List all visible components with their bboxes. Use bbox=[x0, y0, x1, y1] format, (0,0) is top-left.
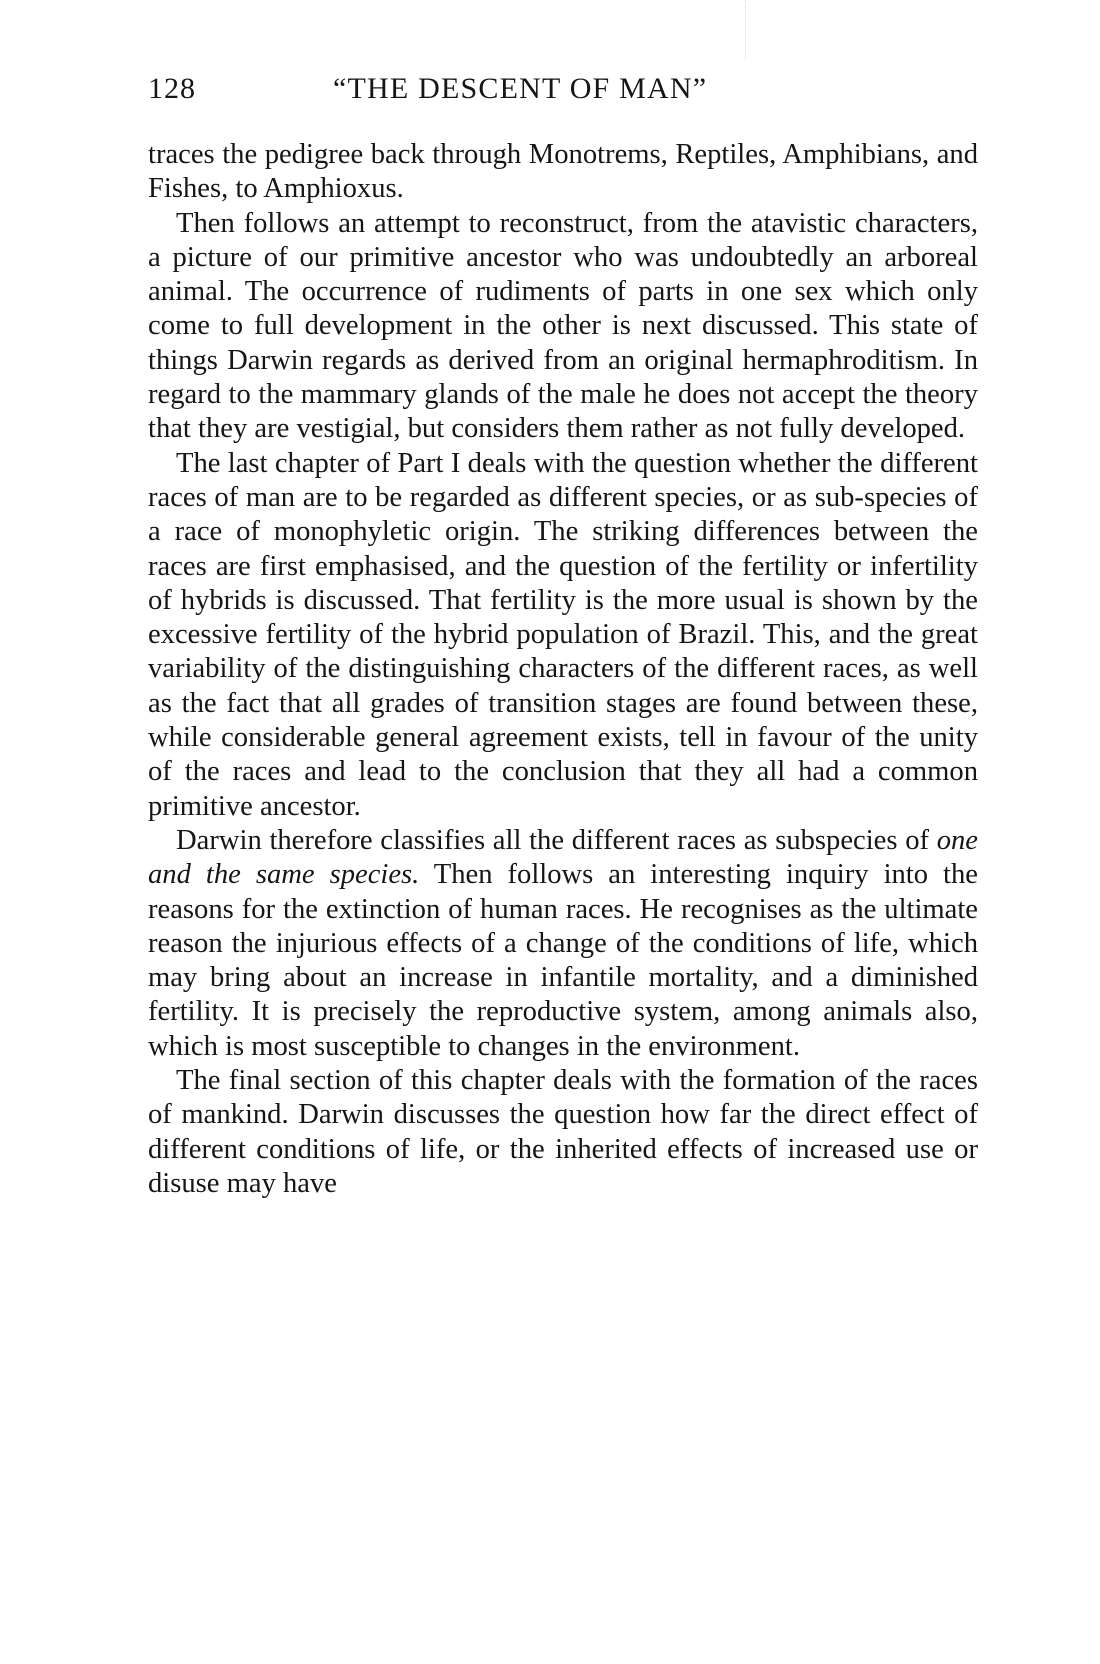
page-header bbox=[148, 72, 978, 116]
page-number: 128 bbox=[148, 72, 196, 105]
paragraph-4-text-start: Darwin therefore classifies all the different races as subspecies of bbox=[176, 824, 937, 856]
paragraph-1: traces the pedigree back through Monotrems, Reptiles, Amphibians, and Fishes, to Amphioxus. bbox=[148, 139, 978, 205]
running-title: “THE DESCENT OF MAN” bbox=[333, 72, 708, 105]
paragraph-5: The final section of this chapter deals with the formation of the races of mankind. Darwin discusses the question how far the direct effect of different conditions of life, or the inherited effects of increased use or disuse may have bbox=[148, 1065, 978, 1199]
paragraph-4-italic: one and the same species. bbox=[148, 824, 978, 891]
body-text bbox=[148, 138, 978, 1201]
paragraph-4 bbox=[148, 824, 978, 1064]
paragraph-2: Then follows an attempt to reconstruct, from the atavistic characters, a picture of our primitive ancestor who was undoubtedly an arboreal animal. The occurrence of rudiments of parts in one sex which only come to full development in the other is next discussed. This state of things Darwin regards as derived from an original hermaphroditism. In regard to the mammary glands of the male he does not accept the theory that they are vestigial, but considers them rather as not fully developed. bbox=[148, 207, 978, 445]
paragraph-3: The last chapter of Part I deals with the question whether the different races of man are to be regarded as different species, or as sub-species of a race of monophyletic origin. The striking differences between the races are first emphasised, and the question of the fertility or infertility of hybrids is discussed. That fertility is the more usual is shown by the excessive fertility of the hybrid population of Brazil. This, and the great variability of the distinguishing characters of the different races, as well as the fact that all grades of transition stages are found between these, while considerable general agreement exists, tell in favour of the unity of the races and lead to the conclusion that they all had a common primitive ancestor. bbox=[148, 447, 978, 822]
paragraph-4-text-end: Then follows an interesting inquiry into the reasons for the extinction of human races. He recognises as the ultimate reason the injurious effects of a change of the conditions of life, which may bring about an increase in infantile mortality, and a diminished fertility. It is precisely the reproductive system, among animals also, which is most susceptible to changes in the environment. bbox=[148, 859, 978, 1062]
scan-artifact bbox=[745, 0, 748, 60]
